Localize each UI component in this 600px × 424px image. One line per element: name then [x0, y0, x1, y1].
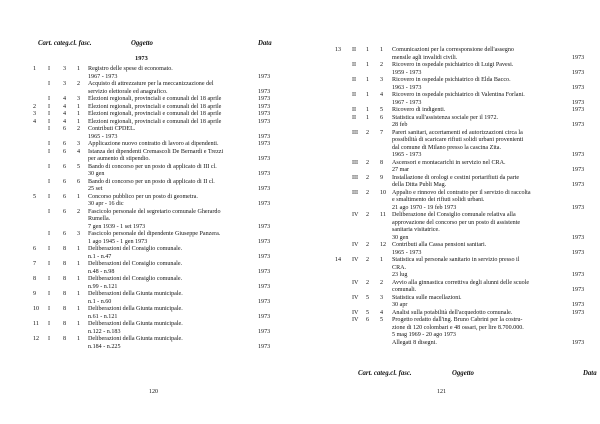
- right-page: [300, 0, 600, 424]
- class: 1: [366, 107, 370, 113]
- subject-text: [392, 62, 570, 77]
- fascicle: 1: [77, 66, 81, 72]
- date-value: 1973: [258, 186, 271, 192]
- subject-text: [392, 47, 570, 62]
- subject-line: Appalto e rinnovo del contratto per il servizio di raccolta: [392, 189, 531, 196]
- subject-text: [392, 257, 570, 280]
- subject-text: [88, 96, 256, 104]
- fascicle: 10: [380, 189, 387, 196]
- subject-text: [392, 160, 570, 175]
- subject-line: Statistica sulle macellazioni.: [392, 294, 462, 301]
- subject-line: Registro delle spese di economato.: [88, 66, 173, 72]
- date-value: 1973: [572, 339, 585, 346]
- subject-text: [88, 276, 256, 291]
- category: III: [352, 159, 359, 166]
- subject-line: Deliberazioni della Giunta municipale.: [88, 336, 183, 342]
- subject-line: 1 ago 1945 - 1 gen 1973: [88, 238, 148, 245]
- subject-line: n.61 - n.121: [88, 313, 118, 320]
- subject-line: n.1 - n.47: [88, 253, 112, 260]
- fascicle: 1: [77, 118, 81, 125]
- class: 3: [63, 66, 67, 72]
- date-value: 1973: [258, 238, 271, 245]
- cart-number: 9: [33, 291, 37, 297]
- category: I: [48, 126, 51, 132]
- date-value: 1973: [258, 313, 271, 320]
- fascicle: 7: [380, 129, 384, 136]
- class: 1: [366, 77, 370, 83]
- subject-line: 25 set: [88, 186, 103, 192]
- date-value: 1973: [572, 122, 585, 128]
- class: 8: [63, 336, 67, 342]
- category: IV: [352, 257, 359, 263]
- subject-text: [392, 242, 570, 257]
- subject-text: [88, 209, 256, 232]
- subject-line: 1959 - 1973: [392, 69, 422, 76]
- class: 1: [366, 92, 370, 98]
- category: I: [48, 208, 51, 215]
- subject-text: [88, 306, 256, 321]
- subject-text: [392, 295, 570, 310]
- subject-line: 1965 - 1973: [392, 249, 422, 256]
- subject-line: n.48 - n.98: [88, 268, 115, 275]
- subject-line: mensile agli invalidi civili.: [392, 54, 458, 61]
- date-value: 1973: [258, 141, 271, 147]
- subject-line: Istanza dei dipendenti Cremascoli De Bernardi e Trezzi: [88, 148, 224, 155]
- date-value: 1973: [258, 73, 271, 80]
- subject-text: [88, 126, 256, 141]
- subject-line: Statistica sul personale sanitario in servizio presso il: [392, 257, 520, 263]
- subject-line: sanitaria visitatrice.: [392, 227, 440, 233]
- category: II: [352, 62, 357, 68]
- subject-line: 7 gen 1939 - 1 set 1973: [88, 223, 146, 230]
- date-value: 1973: [258, 88, 271, 95]
- category: I: [48, 163, 51, 170]
- class: 8: [63, 246, 67, 252]
- category: III: [352, 129, 359, 136]
- class: 2: [366, 212, 370, 218]
- subject-text: [88, 104, 256, 112]
- subject-line: 1967 - 1973: [88, 73, 118, 80]
- cart-number: 3: [33, 111, 37, 117]
- date-value: 1973: [258, 96, 271, 102]
- subject-line: per aumento di stipendio.: [88, 156, 150, 162]
- subject-line: 5 mag 1969 - 20 ago 1973: [392, 332, 456, 338]
- category: II: [352, 47, 357, 53]
- class: 6: [63, 231, 67, 237]
- category: I: [48, 103, 51, 110]
- subject-text: [392, 212, 570, 242]
- subject-text: [392, 317, 570, 347]
- category: I: [48, 96, 51, 102]
- cart-number: 11: [33, 321, 39, 327]
- date-value: 1973: [572, 234, 585, 241]
- subject-line: n.1 - n.60: [88, 298, 112, 305]
- fascicle: 1: [77, 103, 81, 110]
- class: 6: [63, 178, 67, 185]
- fascicle: 4: [77, 148, 81, 155]
- subject-line: Statistica sull'assistenza sociale per il 1972.: [392, 114, 499, 121]
- category: I: [48, 276, 51, 282]
- subject-line: Deliberazioni del Consiglio comunale.: [88, 246, 183, 252]
- page-number-right: 121: [437, 389, 446, 395]
- subject-text: [88, 246, 256, 261]
- subject-text: [88, 194, 256, 209]
- class: 6: [63, 193, 67, 200]
- cart-number: 10: [33, 306, 40, 312]
- subject-line: comunali.: [392, 287, 417, 293]
- subject-text: [392, 175, 570, 190]
- category: IV: [352, 294, 359, 301]
- category: I: [48, 178, 51, 185]
- header-cart-categ: Cart. categ.cl. fasc.: [38, 40, 92, 47]
- class: 5: [366, 309, 370, 316]
- subject-line: Concorso pubblico per un posto di geometra.: [88, 193, 198, 200]
- subject-line: Fascicolo personale del dipendente Giuseppe Panzera.: [88, 231, 221, 237]
- footer-cart-categ: Cart. categ.cl. fasc.: [358, 370, 412, 377]
- category: IV: [352, 212, 359, 218]
- fascicle: 1: [77, 111, 81, 117]
- cart-number: 1: [33, 66, 37, 72]
- fascicle: 11: [380, 212, 386, 218]
- date-value: 1973: [572, 302, 585, 308]
- fascicle: 5: [380, 317, 384, 323]
- category: IV: [352, 279, 359, 286]
- subject-line: Bando di concorso per un posto di applicato di II cl.: [88, 178, 215, 185]
- subject-line: Ricovero in ospedale psichiatrico di Luigi Pavesi.: [392, 62, 514, 68]
- subject-text: [88, 141, 256, 149]
- fascicle: 9: [380, 174, 384, 181]
- category: I: [48, 246, 51, 252]
- category: I: [48, 261, 51, 267]
- cart-number: 6: [33, 246, 37, 252]
- subject-line: 1965 - 1973: [392, 152, 422, 158]
- subject-line: Rumella.: [88, 216, 111, 222]
- category: I: [48, 231, 51, 237]
- subject-line: 1967 - 1973: [392, 99, 422, 106]
- date-value: 1973: [572, 182, 585, 188]
- fascicle: 3: [77, 141, 81, 147]
- subject-line: Ricovero di indigenti.: [392, 107, 446, 113]
- subject-text: [88, 179, 256, 194]
- subject-line: Elezioni regionali, provinciali e comunali del 18 aprile: [88, 103, 222, 110]
- category: I: [48, 81, 51, 87]
- class: 4: [63, 118, 67, 125]
- fascicle: 2: [380, 279, 384, 286]
- class: 4: [63, 103, 67, 110]
- subject-text: [88, 164, 256, 179]
- fascicle: 1: [77, 246, 81, 252]
- class: 2: [366, 159, 370, 166]
- footer-data: Data: [583, 370, 597, 377]
- subject-line: Contributi CPDEL.: [88, 126, 136, 132]
- subject-line: Acquisto di attrezzature per la meccanizzazione del: [88, 81, 214, 87]
- fascicle: 1: [77, 276, 81, 282]
- subject-line: Deliberazioni del Consiglio comunale.: [88, 261, 183, 267]
- fascicle: 3: [77, 231, 81, 237]
- date-value: 1973: [258, 343, 271, 350]
- subject-line: 28 feb: [392, 122, 408, 128]
- class: 2: [366, 279, 370, 286]
- fascicle: 3: [380, 294, 384, 301]
- page-number-left: 120: [149, 389, 158, 395]
- date-value: 1973: [572, 167, 585, 173]
- fascicle: 1: [77, 321, 81, 327]
- fascicle: 3: [380, 77, 384, 83]
- date-value: 1973: [258, 156, 271, 162]
- category: II: [352, 77, 357, 83]
- class: 6: [63, 126, 67, 132]
- subject-line: Installazione di orologi e cestini portarifiuti da parte: [392, 174, 520, 181]
- cart-number: 13: [335, 47, 342, 53]
- subject-text: [392, 130, 570, 160]
- subject-line: n.122 - n.183: [88, 328, 121, 335]
- subject-line: Comunicazioni per la corresponsione dell'assegno: [392, 47, 514, 53]
- subject-line: Ricovero in ospedale psichiatrico di Valentina Forlani.: [392, 92, 525, 98]
- subject-line: Analisi sulla potabilità dell'acquedotto comunale.: [392, 309, 513, 316]
- subject-text: [88, 119, 256, 127]
- date-value: 1973: [258, 171, 271, 177]
- category: I: [48, 336, 51, 342]
- subject-line: n.99 - n.121: [88, 283, 118, 290]
- subject-text: [88, 321, 256, 336]
- cart-number: 8: [33, 276, 37, 282]
- fascicle: 2: [77, 81, 81, 87]
- class: 2: [366, 129, 370, 136]
- fascicle: 4: [380, 92, 384, 98]
- fascicle: 1: [380, 257, 384, 263]
- class: 3: [63, 81, 67, 87]
- fascicle: 1: [77, 306, 81, 312]
- class: 2: [366, 174, 370, 181]
- subject-text: [392, 107, 570, 115]
- class: 6: [366, 317, 370, 323]
- class: 2: [366, 242, 370, 248]
- date-value: 1973: [572, 99, 585, 106]
- fascicle: 3: [77, 96, 81, 102]
- subject-line: Fascicolo personale del segretario comunale Gherardo: [88, 208, 221, 215]
- class: 8: [63, 291, 67, 297]
- class: 1: [366, 47, 370, 53]
- subject-line: possibilità di scaricare rifiuti solidi urbani provenienti: [392, 137, 524, 143]
- subject-text: [88, 231, 256, 246]
- subject-line: Avvio alla ginnastica correttiva degli alunni delle scuole: [392, 279, 530, 286]
- fascicle: 1: [77, 336, 81, 342]
- subject-line: Elezioni regionali, provinciali e comunali del 18 aprile: [88, 118, 222, 125]
- fascicle: 1: [77, 261, 81, 267]
- category: I: [48, 321, 51, 327]
- subject-line: Pareri sanitari, accertamenti ed autorizzazioni circa la: [392, 129, 523, 136]
- fascicle: 1: [380, 47, 384, 53]
- date-value: 1973: [258, 118, 271, 125]
- subject-line: zione di 120 colombari e 48 ossari, per lire 8.700.000.: [392, 324, 524, 331]
- date-value: 1973: [258, 268, 271, 275]
- date-value: 1973: [572, 287, 585, 293]
- class: 2: [366, 189, 370, 196]
- fascicle: 5: [77, 163, 81, 170]
- subject-line: Ricovero in ospedale psichiatrico di Elda Bacco.: [392, 77, 511, 83]
- date-value: 1973: [572, 84, 585, 91]
- subject-line: Deliberazioni della Giunta municipale.: [88, 306, 183, 312]
- subject-text: [88, 261, 256, 276]
- class: 8: [63, 321, 67, 327]
- subject-line: 30 apr - 16 dic: [88, 201, 124, 207]
- category: IV: [352, 309, 359, 316]
- subject-line: 1965 - 1973: [88, 133, 118, 140]
- date-value: 1973: [572, 249, 585, 256]
- class: 1: [366, 62, 370, 68]
- class: 2: [366, 257, 370, 263]
- fascicle: 6: [77, 178, 81, 185]
- header-data: Data: [258, 40, 272, 47]
- class: 8: [63, 261, 67, 267]
- category: III: [352, 174, 359, 181]
- subject-text: [88, 149, 256, 164]
- category: IV: [352, 317, 359, 323]
- subject-text: [392, 77, 570, 92]
- class: 8: [63, 306, 67, 312]
- fascicle: 8: [380, 159, 384, 166]
- date-value: 1973: [572, 204, 585, 211]
- fascicle: 6: [380, 114, 384, 121]
- subject-text: [88, 81, 256, 96]
- category: II: [352, 114, 357, 121]
- subject-line: dal comune di Milano presso la cascina Zita.: [392, 144, 501, 151]
- cart-number: 2: [33, 103, 37, 110]
- date-value: 1973: [258, 298, 271, 305]
- subject-line: Deliberazioni della Giunta municipale.: [88, 291, 183, 297]
- category: III: [352, 189, 359, 196]
- fascicle: 1: [77, 291, 81, 297]
- category: I: [48, 141, 51, 147]
- subject-text: [88, 111, 256, 119]
- category: II: [352, 107, 357, 113]
- subject-line: servizio elettorale ed anagrafico.: [88, 88, 168, 95]
- fascicle: 2: [380, 62, 384, 68]
- subject-line: Elezioni regionali, provinciali e comunali del 18 aprile: [88, 111, 222, 117]
- subject-line: Applicazione nuovo contratto di lavoro ai dipendenti.: [88, 141, 219, 147]
- fascicle: 5: [380, 107, 384, 113]
- class: 1: [366, 114, 370, 121]
- year-heading: 1973: [135, 55, 148, 62]
- subject-line: della Ditta Publi Mag.: [392, 182, 447, 188]
- class: 6: [63, 163, 67, 170]
- subject-line: n.184 - n.225: [88, 343, 121, 350]
- fascicle: 2: [77, 126, 81, 132]
- subject-line: 1963 - 1973: [392, 84, 422, 91]
- date-value: 1973: [258, 103, 271, 110]
- category: II: [352, 92, 357, 98]
- class: 6: [63, 141, 67, 147]
- header-oggetto: Oggetto: [131, 40, 153, 47]
- date-value: 1973: [258, 223, 271, 230]
- subject-line: Deliberazioni della Giunta municipale.: [88, 321, 183, 327]
- subject-line: Allegati 8 disegni.: [392, 339, 437, 346]
- category: I: [48, 291, 51, 297]
- class: 8: [63, 276, 67, 282]
- fascicle: 4: [380, 309, 384, 316]
- category: I: [48, 306, 51, 312]
- cart-number: 4: [33, 118, 37, 125]
- category: I: [48, 148, 51, 155]
- subject-line: Contributi alla Cassa pensioni sanitari.: [392, 242, 487, 248]
- subject-line: 30 gen: [88, 171, 105, 177]
- subject-text: [392, 310, 570, 318]
- subject-line: approvazione del concorso per un posto di assistente: [392, 219, 521, 226]
- category: IV: [352, 242, 359, 248]
- cart-number: 14: [335, 257, 342, 263]
- class: 6: [63, 148, 67, 155]
- subject-line: Progetto redatto dall'ing. Bruno Cabrini per la costru-: [392, 317, 523, 323]
- date-value: 1973: [572, 309, 585, 316]
- footer-oggetto: Oggetto: [452, 370, 474, 377]
- subject-line: 21 ago 1970 - 19 feb 1973: [392, 204, 457, 211]
- subject-line: 27 mar: [392, 167, 410, 173]
- subject-line: e smaltimento dei rifiuti solidi urbani.: [392, 197, 485, 203]
- cart-number: 5: [33, 193, 37, 200]
- subject-text: [392, 115, 570, 130]
- category: I: [48, 193, 51, 200]
- date-value: 1973: [258, 328, 271, 335]
- subject-text: [392, 280, 570, 295]
- subject-line: 23 lug: [392, 272, 408, 278]
- subject-line: 30 gen: [392, 234, 409, 241]
- fascicle: 2: [77, 208, 81, 215]
- subject-text: [392, 190, 570, 213]
- subject-line: Ascensori e montacarichi in servizio nel CRA.: [392, 159, 506, 166]
- class: 6: [63, 208, 67, 215]
- subject-line: Bando di concorso per un posto di applicato di III cl.: [88, 163, 217, 170]
- class: 4: [63, 96, 67, 102]
- subject-text: [88, 291, 256, 306]
- subject-text: [88, 66, 256, 81]
- date-value: 1973: [258, 283, 271, 290]
- cart-number: 7: [33, 261, 37, 267]
- subject-text: [88, 336, 256, 351]
- date-value: 1973: [258, 111, 271, 117]
- fascicle: 1: [77, 193, 81, 200]
- date-value: 1973: [572, 69, 585, 76]
- subject-line: Elezioni regionali, provinciali e comunali del 18 aprile: [88, 96, 222, 102]
- date-value: 1973: [572, 152, 585, 158]
- date-value: 1973: [258, 201, 271, 207]
- subject-line: CRA.: [392, 264, 407, 271]
- date-value: 1973: [572, 272, 585, 278]
- subject-line: Deliberazione del Consiglio comunale relativa alla: [392, 212, 516, 218]
- subject-text: [392, 92, 570, 107]
- date-value: 1973: [572, 54, 585, 61]
- date-value: 1973: [572, 107, 585, 113]
- date-value: 1973: [258, 253, 271, 260]
- class: 4: [63, 111, 67, 117]
- category: I: [48, 66, 51, 72]
- subject-line: 30 apr: [392, 302, 408, 308]
- cart-number: 12: [33, 336, 40, 342]
- category: I: [48, 111, 51, 117]
- fascicle: 12: [380, 242, 387, 248]
- subject-line: Deliberazioni del Consiglio comunale.: [88, 276, 183, 282]
- date-value: 1973: [258, 133, 271, 140]
- category: I: [48, 118, 51, 125]
- class: 5: [366, 294, 370, 301]
